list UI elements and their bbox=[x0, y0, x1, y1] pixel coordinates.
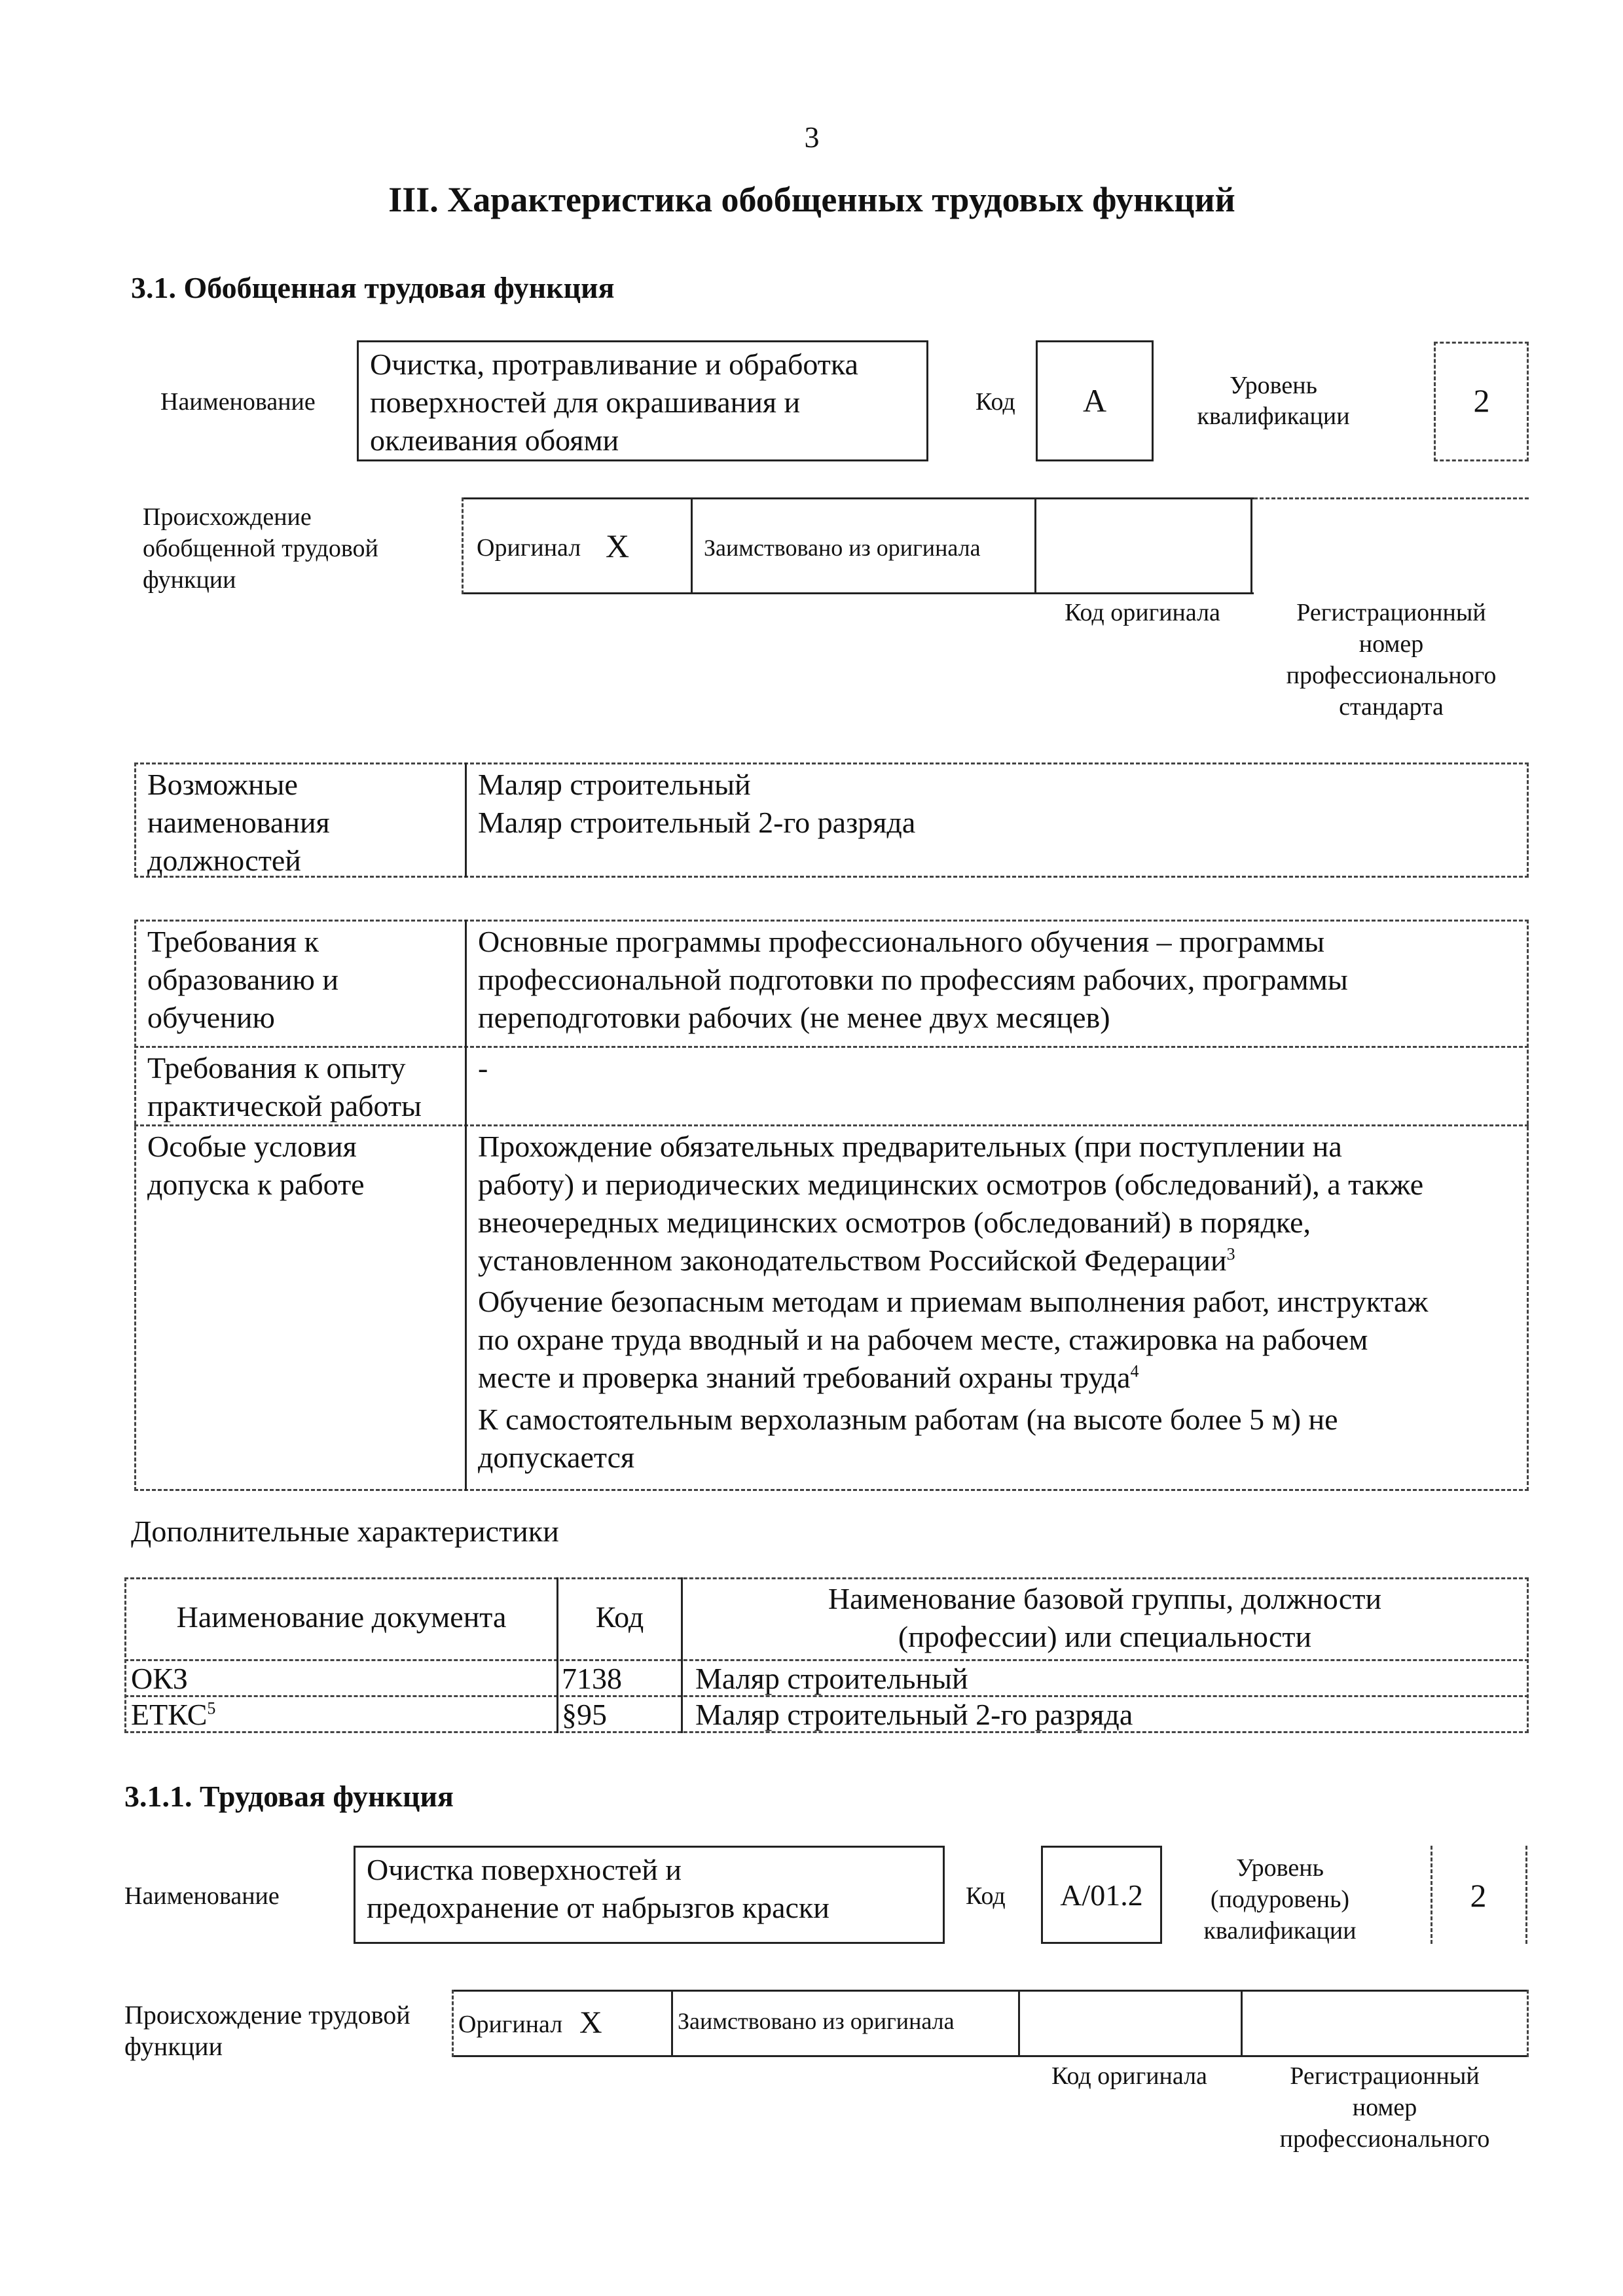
tf-code-label: Код bbox=[966, 1882, 1006, 1910]
otf-positions-label-2: наименования bbox=[147, 806, 330, 839]
footnote-4: 4 bbox=[1130, 1361, 1139, 1381]
otf-edu-label-3: обучению bbox=[147, 1001, 275, 1034]
otf-position-1: Маляр строительный bbox=[478, 768, 751, 801]
otf-code-value: А bbox=[1082, 382, 1107, 419]
tf-name-line2: предохранение от набрызгов краски bbox=[367, 1891, 830, 1924]
otf-original-label: Оригинал bbox=[477, 534, 581, 562]
tf-original-label: Оригинал bbox=[458, 2011, 563, 2038]
otf-edu-value-3: переподготовки рабочих (не менее двух месяцев) bbox=[478, 1001, 1110, 1034]
otf-positions-label-1: Возможные bbox=[147, 768, 298, 801]
tf-reg-caption-2: номер bbox=[1352, 2094, 1417, 2121]
otf-reg-caption-4: стандарта bbox=[1339, 693, 1444, 721]
otf-cond-3-line1: К самостоятельным верхолазным работам (на высоте более 5 м) не bbox=[478, 1403, 1338, 1436]
add-row-2-name: Маляр строительный 2-го разряда bbox=[695, 1698, 1133, 1731]
otf-level-value: 2 bbox=[1473, 382, 1490, 419]
otf-origin-label-2: обобщенной трудовой bbox=[143, 535, 378, 562]
add-row-2-doc: ЕТКС$^5$ bbox=[131, 1698, 216, 1731]
add-row-1-code: 7138 bbox=[562, 1662, 622, 1695]
otf-origin-label-1: Происхождение bbox=[143, 503, 312, 531]
tf-name-line1: Очистка поверхностей и bbox=[367, 1853, 682, 1886]
otf-exp-value: - bbox=[478, 1051, 488, 1085]
add-header-name-1: Наименование базовой группы, должности bbox=[828, 1582, 1382, 1615]
otf-cond-label-2: допуска к работе bbox=[147, 1168, 365, 1201]
tf-name-label: Наименование bbox=[124, 1882, 280, 1910]
add-header-doc: Наименование документа bbox=[176, 1600, 507, 1634]
otf-cond-1-line2: работу) и периодических медицинских осмотров (обследований), а также bbox=[478, 1168, 1424, 1201]
otf-edu-value-2: профессиональной подготовки по профессиям рабочих, программы bbox=[478, 963, 1348, 996]
otf-level-label-1: Уровень bbox=[1230, 372, 1317, 399]
add-row-2-code: §95 bbox=[562, 1698, 607, 1731]
otf-name-line2: поверхностей для окрашивания и bbox=[370, 386, 801, 419]
otf-reg-caption-2: номер bbox=[1359, 630, 1424, 658]
otf-level-label-2: квалификации bbox=[1197, 403, 1350, 430]
tf-orig-code-caption: Код оригинала bbox=[1051, 2062, 1207, 2090]
otf-reg-caption-3: профессионального bbox=[1286, 662, 1497, 689]
tf-heading: 3.1.1. Трудовая функция bbox=[124, 1780, 454, 1813]
otf-cond-label-1: Особые условия bbox=[147, 1130, 357, 1163]
footnote-3: 3 bbox=[1226, 1244, 1235, 1264]
otf-name-label: Наименование bbox=[160, 388, 316, 416]
otf-cond-2-line1: Обучение безопасным методам и приемам выполнения работ, инструктаж bbox=[478, 1285, 1429, 1318]
otf-original-mark: X bbox=[606, 528, 630, 564]
section-title: III. Характеристика обобщенных трудовых функций bbox=[388, 180, 1235, 219]
otf-cond-1-line4: установленном законодательством Российской Федерации$^3$ bbox=[478, 1244, 1235, 1277]
otf-edu-value-1: Основные программы профессионального обучения – программы bbox=[478, 925, 1325, 958]
tf-level-label-3: квалификации bbox=[1203, 1917, 1357, 1945]
tf-original-mark: X bbox=[579, 2005, 602, 2040]
otf-cond-2-line2: по охране труда вводный и на рабочем месте, стажировка на рабочем bbox=[478, 1323, 1368, 1356]
footnote-5: 5 bbox=[207, 1698, 216, 1718]
otf-positions-label-3: должностей bbox=[147, 844, 301, 877]
otf-position-2: Маляр строительный 2-го разряда bbox=[478, 806, 916, 839]
otf-exp-label-2: практической работы bbox=[147, 1089, 422, 1122]
tf-origin-label-2: функции bbox=[124, 2032, 223, 2061]
tf-code-value: A/01.2 bbox=[1060, 1878, 1143, 1912]
tf-reg-caption-3: профессионального bbox=[1279, 2125, 1490, 2153]
add-header-code: Код bbox=[595, 1600, 644, 1634]
page-number: 3 bbox=[804, 120, 820, 154]
otf-orig-code-caption: Код оригинала bbox=[1065, 599, 1220, 626]
otf-reg-caption-1: Регистрационный bbox=[1296, 599, 1486, 626]
otf-cond-3-line2: допускается bbox=[478, 1441, 635, 1474]
additional-heading: Дополнительные характеристики bbox=[131, 1515, 559, 1548]
add-row-1-doc: ОКЗ bbox=[131, 1662, 188, 1695]
otf-origin-label-3: функции bbox=[143, 566, 236, 594]
otf-edu-label-2: образованию и bbox=[147, 963, 338, 996]
otf-cond-1-line3: внеочередных медицинских осмотров (обследований) в порядке, bbox=[478, 1206, 1311, 1239]
otf-cond-2-line3: месте и проверка знаний требований охраны труда$^4$ bbox=[478, 1361, 1139, 1394]
tf-origin-label-1: Происхождение трудовой bbox=[124, 2000, 410, 2030]
add-header-name-2: (профессии) или специальности bbox=[898, 1620, 1312, 1653]
tf-level-value: 2 bbox=[1470, 1877, 1487, 1914]
otf-borrowed-label: Заимствовано из оригинала bbox=[704, 535, 981, 561]
tf-reg-caption-1: Регистрационный bbox=[1290, 2062, 1480, 2090]
add-row-1-name: Маляр строительный bbox=[695, 1662, 968, 1695]
otf-cond-1-line1: Прохождение обязательных предварительных (при поступлении на bbox=[478, 1130, 1342, 1163]
tf-level-label-1: Уровень bbox=[1236, 1854, 1324, 1882]
tf-level-label-2: (подуровень) bbox=[1210, 1886, 1350, 1913]
otf-exp-label-1: Требования к опыту bbox=[147, 1051, 406, 1085]
tf-borrowed-label: Заимствовано из оригинала bbox=[678, 2008, 955, 2034]
otf-code-label: Код bbox=[976, 388, 1015, 416]
otf-name-line1: Очистка, протравливание и обработка bbox=[370, 348, 858, 381]
otf-edu-label-1: Требования к bbox=[147, 925, 319, 958]
otf-heading: 3.1. Обобщенная трудовая функция bbox=[131, 271, 615, 304]
otf-name-line3: оклеивания обоями bbox=[370, 423, 619, 457]
